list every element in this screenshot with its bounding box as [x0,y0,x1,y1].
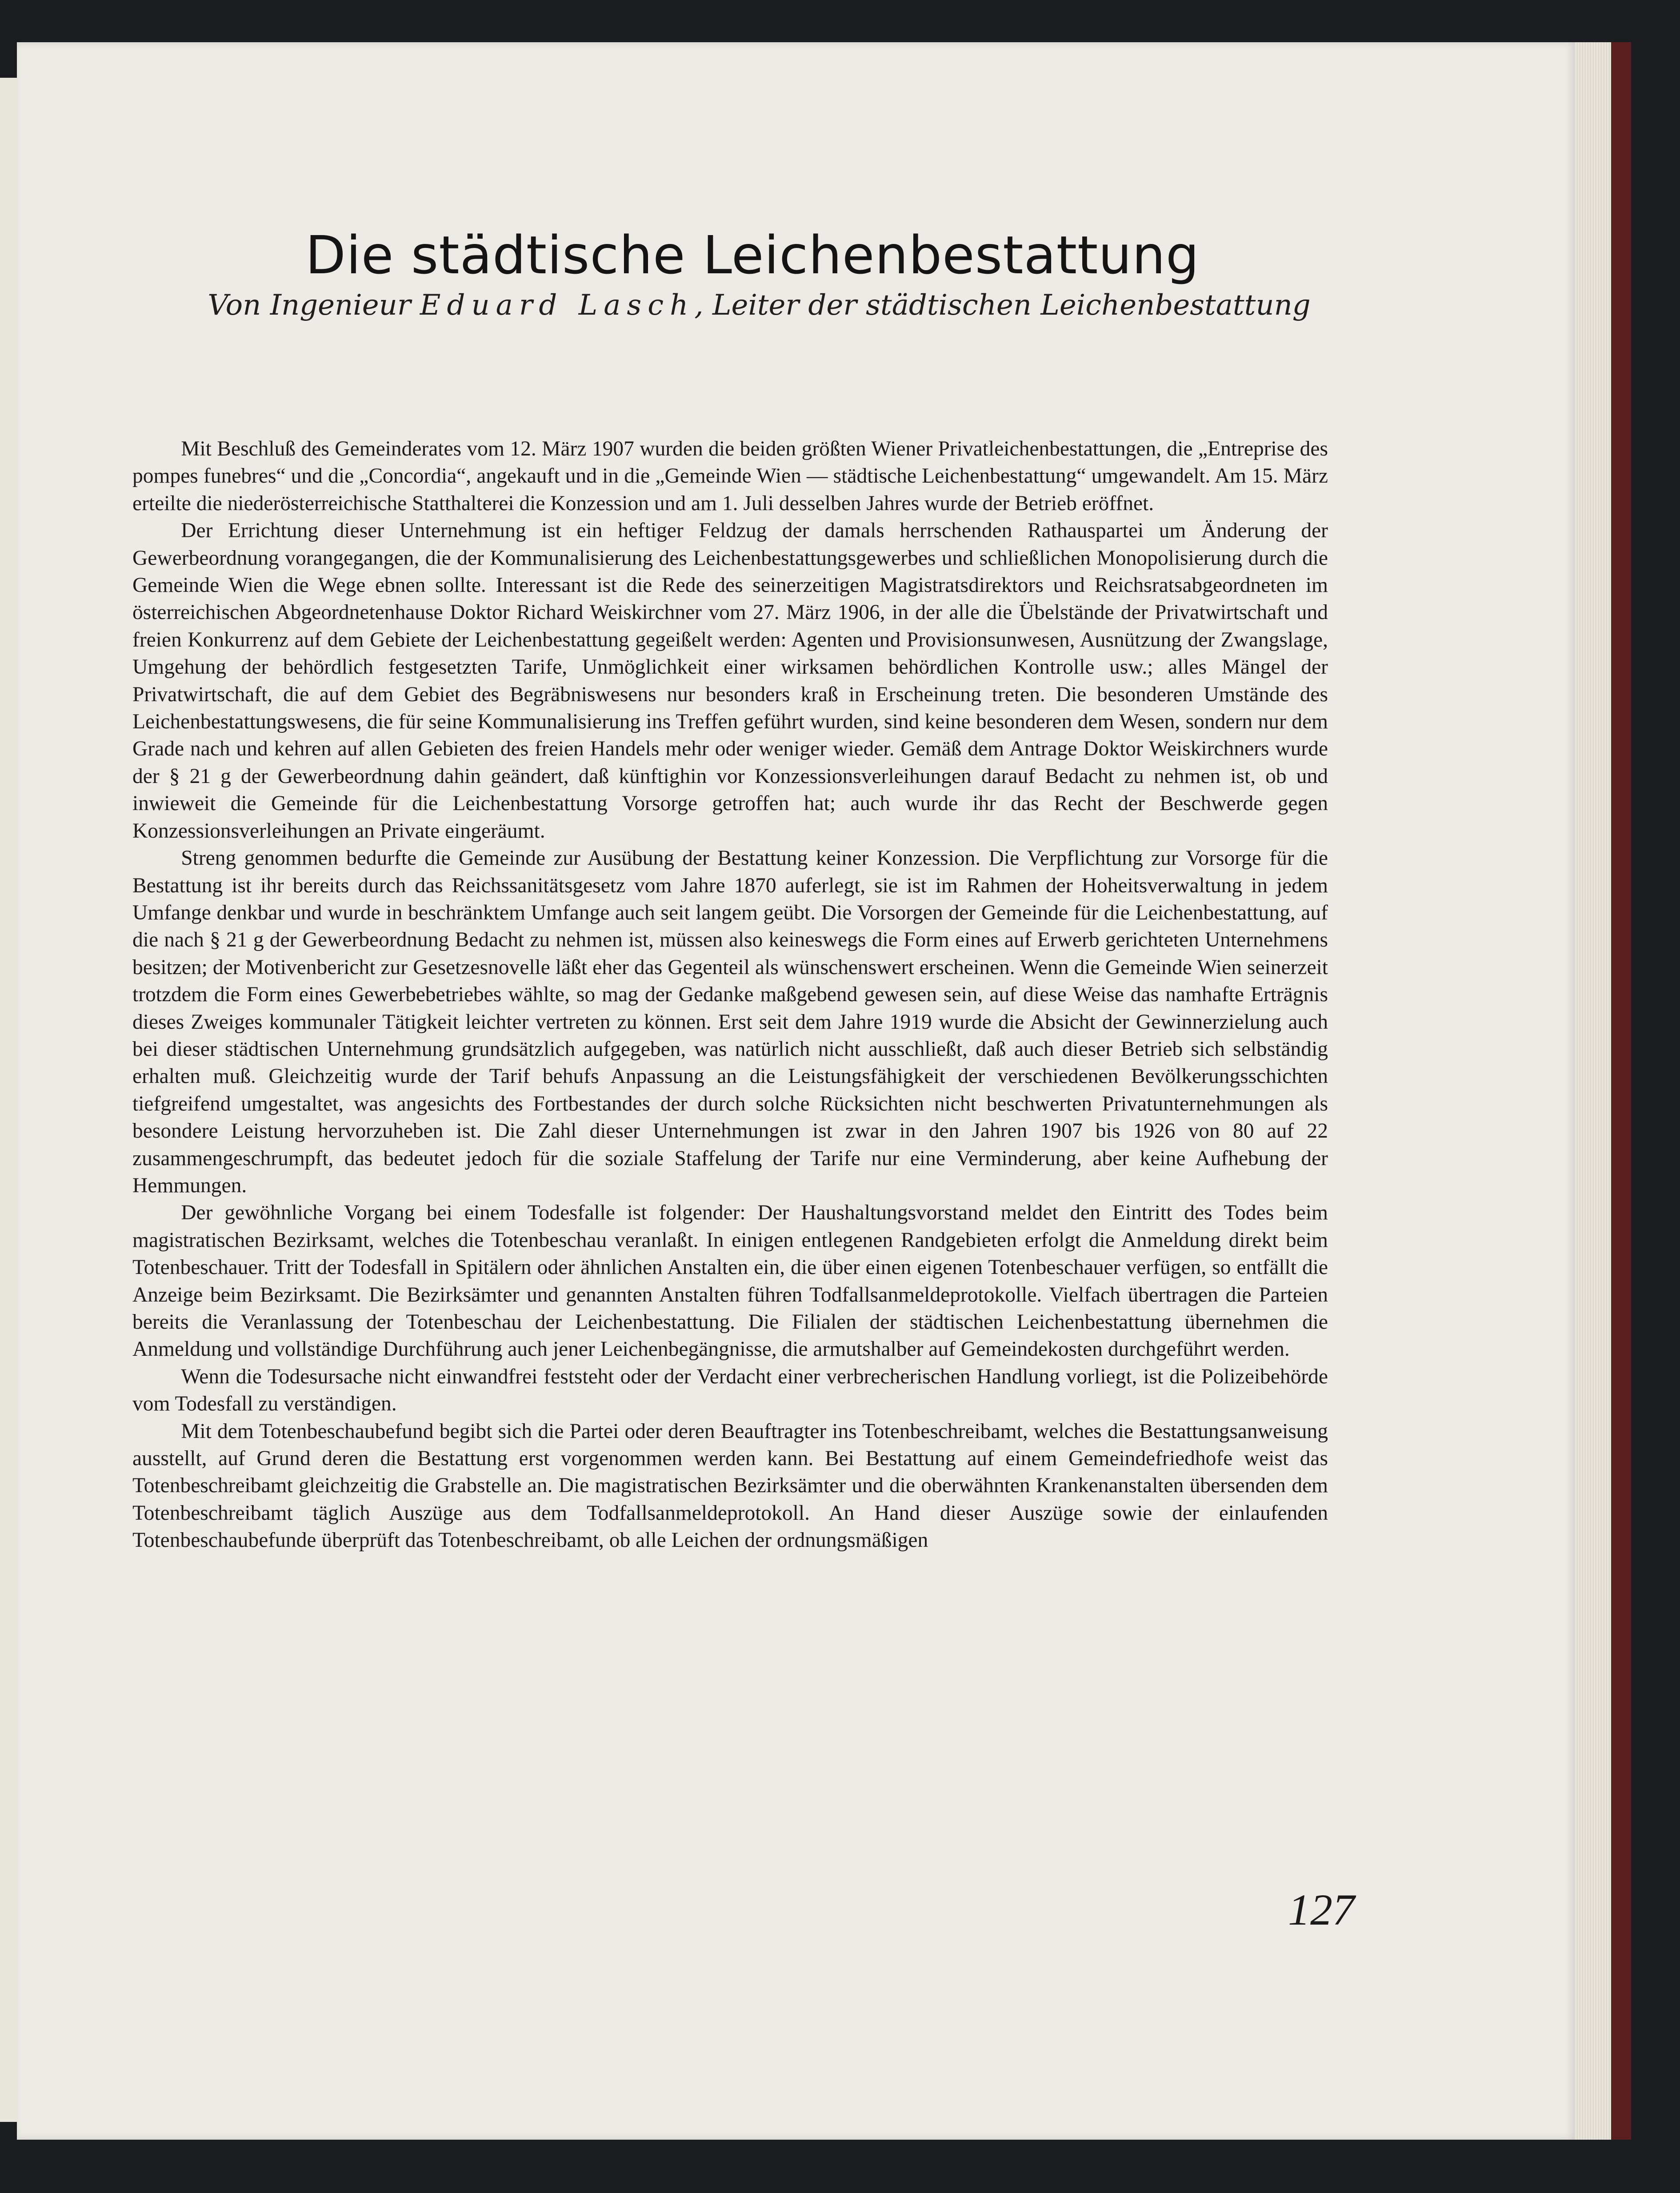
paragraph: Mit dem Totenbeschaubefund begibt sich die Partei oder deren Beauftragter ins Totenbeschreibamt, welches die Bestattungsanweisung ausstellt, auf Grund deren die Bestattung erst vorgenommen werden kann. Bei Bestattung auf einem Gemeindefriedhofe weist das Totenbeschreibamt gleichzeitig die Grabstelle an. Die magistratischen Bezirksämter und die oberwähnten Krankenanstalten übersenden dem Totenbeschreibamt täglich Auszüge aus dem Todfallsanmeldeprotokoll. An Hand dieser Auszüge sowie der einlaufenden Totenbeschaubefunde überprüft das Totenbeschreibamt, ob alle Leichen der ordnungsmäßigen [132,1419,1328,1552]
paragraph: Der gewöhnliche Vorgang bei einem Todesfalle ist folgender: Der Haushaltungsvorstand meldet den Eintritt des Todes beim magistratischen Bezirksamt, welches die Totenbeschau veranlaßt. In einigen entlegenen Randgebieten erfolgt die Anmeldung direkt beim Totenbeschauer. Tritt der Todesfall in Spitälern oder ähnlichen Anstalten ein, die über einen eigenen Totenbeschauer verfügen, so entfällt die Anzeige beim Bezirksamt. Die Bezirksämter und genannten Anstalten führen Todfallsanmeldeprotokolle. Vielfach übertragen die Parteien bereits die Veranlassung der Totenbeschau der Leichenbestattung. Die Filialen der städtischen Leichenbestattung übernehmen die Anmeldung und vollständige Durchführung auch jener Leichenbegängnisse, die armutshalber auf Gemeindekosten durchgeführt werden. [132,1201,1328,1361]
page-stack-edge [1573,42,1611,2140]
byline-suffix: , Leiter der städtischen Leichenbestattung [694,289,1311,322]
paragraph: Streng genommen bedurfte die Gemeinde zur Ausübung der Bestattung keiner Konzession. Die Verpflichtung zur Vorsorge für die Bestattung ist ihr bereits durch das Reichssanitätsgesetz vom Jahre 1870 auferlegt, sie ist im Rahmen der Hoheitsverwaltung in jedem Umfange denkbar und wurde in beschränktem Umfange auch seit langem geübt. Die Vorsorgen der Gemeinde für die Leichenbestattung, auf die nach § 21 g der Gewerbeordnung Bedacht zu nehmen ist, müssen also keineswegs die Form eines auf Erwerb gerichteten Unternehmens besitzen; der Motivenbericht zur Gesetzesnovelle läßt eher das Gegenteil als wünschenswert erscheinen. Wenn die Gemeinde Wien seinerzeit trotzdem die Form eines Gewerbebetriebes wählte, so mag der Gedanke maßgebend gewesen sein, auf diese Weise das namhafte Erträgnis dieses Zweiges kommunaler Tätigkeit leichter vertreten zu können. Erst seit dem Jahre 1919 wurde die Absicht der Gewinnerzielung auch bei dieser städtischen Unternehmung grundsätzlich aufgegeben, was natürlich nicht ausschließt, daß auch dieser Betrieb sich selbständig erhalten muß. Gleichzeitig wurde der Tarif behufs Anpassung an die Leistungsfähigkeit der verschiedenen Bevölkerungsschichten tiefgreifend umgestaltet, was angesichts des Fortbestandes der durch solche Rücksichten nicht beschwerten Privatunternehmungen als besondere Leistung hervorzuheben ist. Die Zahl dieser Unternehmungen ist zwar in den Jahren 1907 bis 1926 von 80 auf 22 zusammengeschrumpft, das bedeutet jedoch für die soziale Staffelung der Tarife nur eine Verminderung, aber keine Aufhebung der Hemmungen. [132,847,1328,1197]
previous-page-edge [0,78,17,2122]
paragraph: Der Errichtung dieser Unternehmung ist ein heftiger Feldzug der damals herrschenden Rathauspartei um Änderung der Gewerbeordnung vorangegangen, die der Kommunalisierung des Leichenbestattungsgewerbes und schließlichen Monopolisierung durch die Gemeinde Wien die Wege ebnen sollte. Interessant ist die Rede des seinerzeitigen Magistratsdirektors und Reichsratsabgeordneten im österreichischen Abgeordnetenhause Doktor Richard Weiskirchner vom 27. März 1906, in der alle die Übelstände der Privatwirtschaft und freien Konkurrenz auf dem Gebiete der Leichenbestattung gegeißelt werden: Agenten und Provisionsunwesen, Ausnützung der Zwangslage, Umgehung der behördlich festgesetzten Tarife, Unmöglichkeit einer wirksamen behördlichen Kontrolle usw.; alles Mängel der Privatwirtschaft, die auf dem Gebiet des Begräbniswesens nur besonders kraß in Erscheinung treten. Die besonderen Umstände des Leichenbestattungswesens, die für seine Kommunalisierung ins Treffen geführt wurden, sind keine besonderen dem Wesen, sondern nur dem Grade nach und kehren auf allen Gebieten des freien Handels mehr oder weniger wieder. Gemäß dem Antrage Doktor Weiskirchners wurde der § 21 g der Gewerbeordnung dahin geändert, daß künftighin vor Konzessionsverleihungen darauf Bedacht zu nehmen ist, ob und inwieweit die Gemeinde für die Leichenbestattung Vorsorge getroffen hat; auch wurde ihr das Recht der Beschwerde gegen Konzessionsverleihungen an Private eingeräumt. [132,519,1328,843]
paragraph: Mit Beschluß des Gemeinderates vom 12. März 1907 wurden die beiden größten Wiener Privatleichenbestattungen, die „Entreprise des pompes funebres“ und die „Concordia“, angekauft und in die „Gemeinde Wien — städtische Leichenbestattung“ umgewandelt. Am 15. März erteilte die niederösterreichische Statthalterei die Konzession und am 1. Juli desselben Jahres wurde der Betrieb eröffnet. [132,437,1328,515]
page-number: 127 [1288,1885,1355,1934]
paragraph: Wenn die Todesursache nicht einwandfrei feststeht oder der Verdacht einer verbrecherischen Handlung vorliegt, ist die Polizeibehörde vom Todesfall zu verständigen. [132,1365,1328,1416]
article-title: Die städtische Leichenbestattung [305,224,1200,286]
article-byline [17,289,1501,322]
byline-prefix: Von Ingenieur [208,289,411,322]
article-body [132,435,1328,1554]
byline-author: Eduard Lasch [420,289,695,322]
book-page [17,42,1575,2140]
book-binding-edge [1611,42,1631,2140]
